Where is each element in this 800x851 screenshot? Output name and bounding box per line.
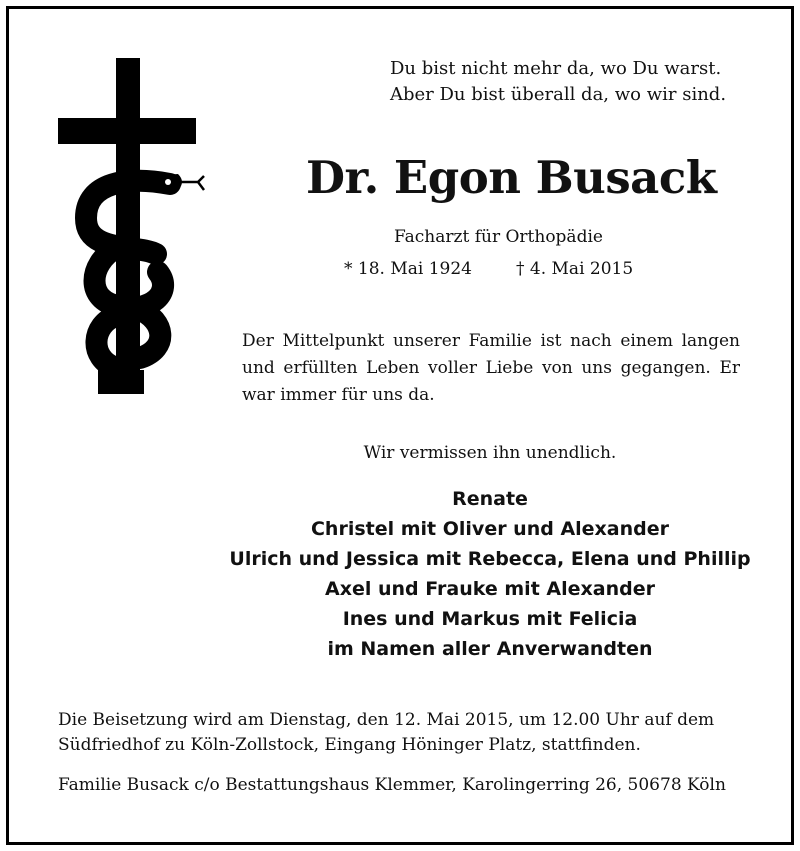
signer-line: Christel mit Oliver und Alexander xyxy=(310,518,670,540)
contact-address: Familie Busack c/o Bestattungshaus Klemmer, Karolingerring 26, 50678 Köln xyxy=(58,775,726,795)
signer-line: Ulrich und Jessica mit Rebecca, Elena und Phillip xyxy=(229,548,751,570)
deceased-name: Dr. Egon Busack xyxy=(306,151,717,204)
burial-line-2: Südfriedhof zu Köln-Zollstock, Eingang Höninger Platz, stattfinden. xyxy=(58,735,641,755)
signer-line: Renate xyxy=(452,488,528,510)
profession: Facharzt für Orthopädie xyxy=(394,227,603,247)
birth-date: * 18. Mai 1924 xyxy=(344,259,472,279)
burial-info xyxy=(58,708,748,758)
signer-line: Axel und Frauke mit Alexander xyxy=(325,578,655,600)
tribute-paragraph: Der Mittelpunkt unserer Familie ist nach einem langen und erfüllten Leben voller Liebe von uns gegangen. Er war immer für uns da. xyxy=(242,331,740,405)
death-date: † 4. Mai 2015 xyxy=(516,259,634,279)
signer-line: Ines und Markus mit Felicia xyxy=(342,608,638,630)
rod-of-asclepius-cross-icon xyxy=(58,58,208,398)
signer-line: im Namen aller Anverwandten xyxy=(327,638,653,660)
motto-line-1: Du bist nicht mehr da, wo Du warst. xyxy=(390,58,722,79)
burial-line-1: Die Beisetzung wird am Dienstag, den 12. Mai 2015, um 12.00 Uhr auf dem xyxy=(58,710,715,730)
motto xyxy=(390,56,726,108)
motto-line-2: Aber Du bist überall da, wo wir sind. xyxy=(390,84,727,105)
miss-line: Wir vermissen ihn unendlich. xyxy=(363,443,617,463)
signers-list xyxy=(180,484,800,664)
